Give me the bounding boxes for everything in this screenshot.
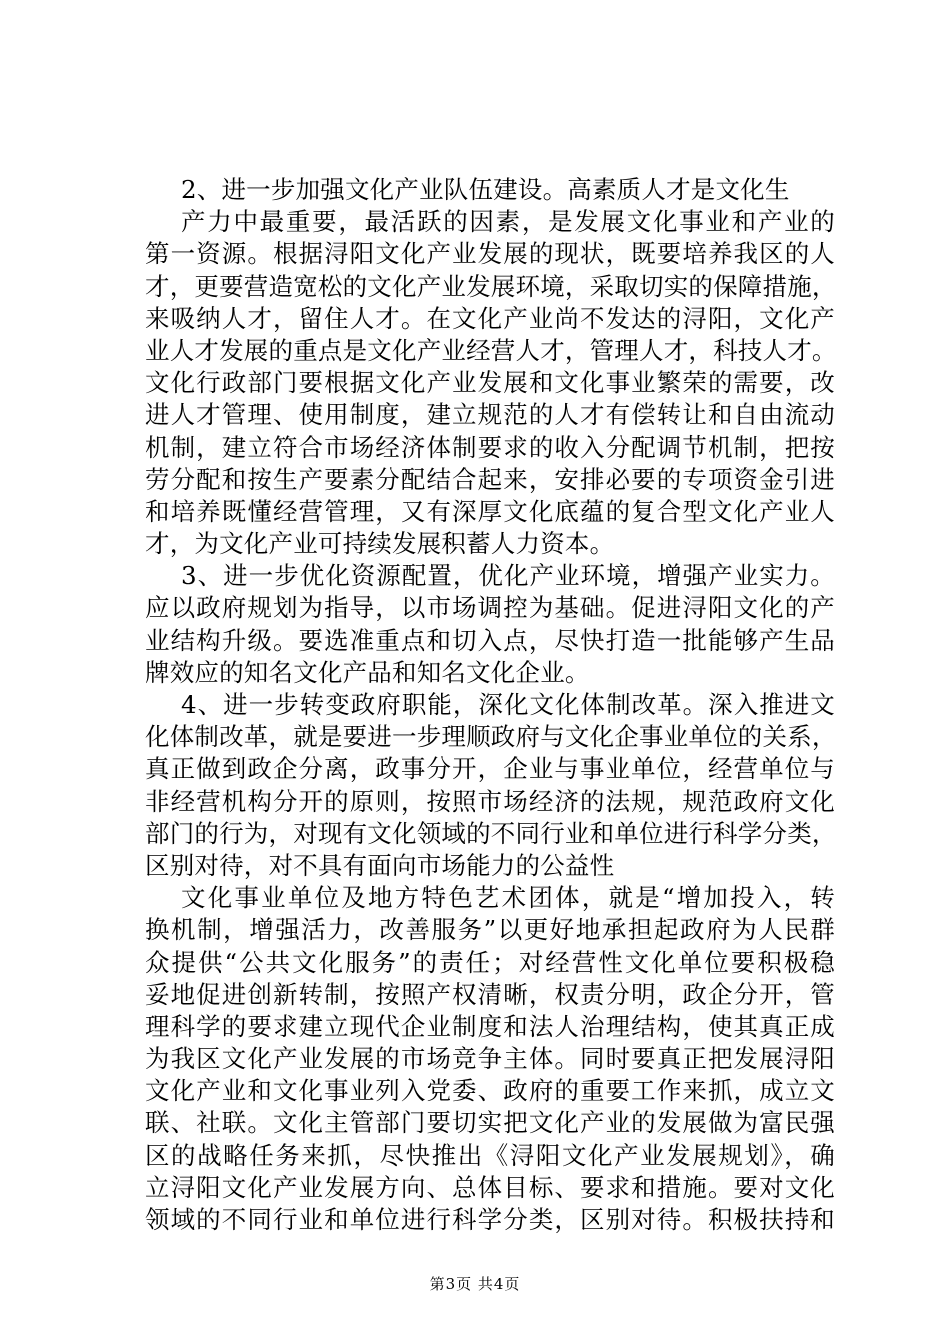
text-line: 和培养既懂经营管理，又有深厚文化底蕴的复合型文化产业人 xyxy=(145,496,835,526)
text-line: 业人才发展的重点是文化产业经营人才，管理人才，科技人才。 xyxy=(145,335,837,365)
text-line: 理科学的要求建立现代企业制度和法人治理结构，使其真正成 xyxy=(145,1011,835,1041)
text-line: 真正做到政企分离，政事分开，企业与事业单位，经营单位与 xyxy=(145,754,835,784)
text-line: 第一资源。根据浔阳文化产业发展的现状，既要培养我区的人 xyxy=(145,239,835,269)
text-line: 机制，建立符合市场经济体制要求的收入分配调节机制，把按 xyxy=(145,432,835,462)
text-line: 业结构升级。要选准重点和切入点，尽快打造一批能够产生品 xyxy=(145,625,835,655)
text-line: 区的战略任务来抓，尽快推出《浔阳文化产业发展规划》，确 xyxy=(145,1140,835,1170)
text-line: 牌效应的知名文化产品和知名文化企业。 xyxy=(145,657,590,687)
text-line: 众提供“公共文化服务”的责任；对经营性文化单位要积极稳 xyxy=(145,947,835,977)
text-line: 才，更要营造宽松的文化产业发展环境，采取切实的保障措施， xyxy=(145,271,837,301)
text-line: 非经营机构分开的原则，按照市场经济的法规，规范政府文化 xyxy=(145,786,835,816)
text-line: 才，为文化产业可持续发展积蓄人力资本。 xyxy=(145,529,615,559)
page-footer: 第3页 共4页 xyxy=(429,1275,521,1293)
text-line: 为我区文化产业发展的市场竞争主体。同时要真正把发展浔阳 xyxy=(145,1044,835,1074)
text-line: 部门的行为，对现有文化领域的不同行业和单位进行科学分类， xyxy=(145,818,837,848)
text-line: 文化产业和文化事业列入党委、政府的重要工作来抓，成立文 xyxy=(145,1076,835,1106)
text-line: 化体制改革，就是要进一步理顺政府与文化企事业单位的关系， xyxy=(145,722,837,752)
text-line: 换机制，增强活力，改善服务”以更好地承担起政府为人民群 xyxy=(145,915,835,945)
text-line: 3、进一步优化资源配置，优化产业环境，增强产业实力。 xyxy=(181,561,835,591)
text-line: 劳分配和按生产要素分配结合起来，安排必要的专项资金引进 xyxy=(145,464,835,494)
text-line: 文化事业单位及地方特色艺术团体，就是“增加投入，转 xyxy=(181,883,835,913)
text-line: 应以政府规划为指导，以市场调控为基础。促进浔阳文化的产 xyxy=(145,593,835,623)
text-line: 文化行政部门要根据文化产业发展和文化事业繁荣的需要，改 xyxy=(145,368,835,398)
text-line: 领域的不同行业和单位进行科学分类，区别对待。积极扶持和 xyxy=(145,1205,835,1234)
text-line: 妥地促进创新转制，按照产权清晰，权责分明，政企分开，管 xyxy=(145,979,835,1009)
body-text xyxy=(145,174,835,1236)
text-line: 区别对待，对不具有面向市场能力的公益性 xyxy=(145,850,615,880)
text-line: 联、社联。文化主管部门要切实把文化产业的发展做为富民强 xyxy=(145,1108,835,1138)
text-line: 来吸纳人才，留住人才。在文化产业尚不发达的浔阳，文化产 xyxy=(145,303,835,333)
text-line: 2、进一步加强文化产业队伍建设。高素质人才是文化生 xyxy=(181,175,790,204)
text-line: 产力中最重要，最活跃的因素，是发展文化事业和产业的 xyxy=(181,207,835,237)
text-line: 4、进一步转变政府职能，深化文化体制改革。深入推进文 xyxy=(181,690,835,719)
text-line: 立浔阳文化产业发展方向、总体目标、要求和措施。要对文化 xyxy=(145,1172,835,1202)
text-line: 进人才管理、使用制度，建立规范的人才有偿转让和自由流动 xyxy=(145,400,835,430)
